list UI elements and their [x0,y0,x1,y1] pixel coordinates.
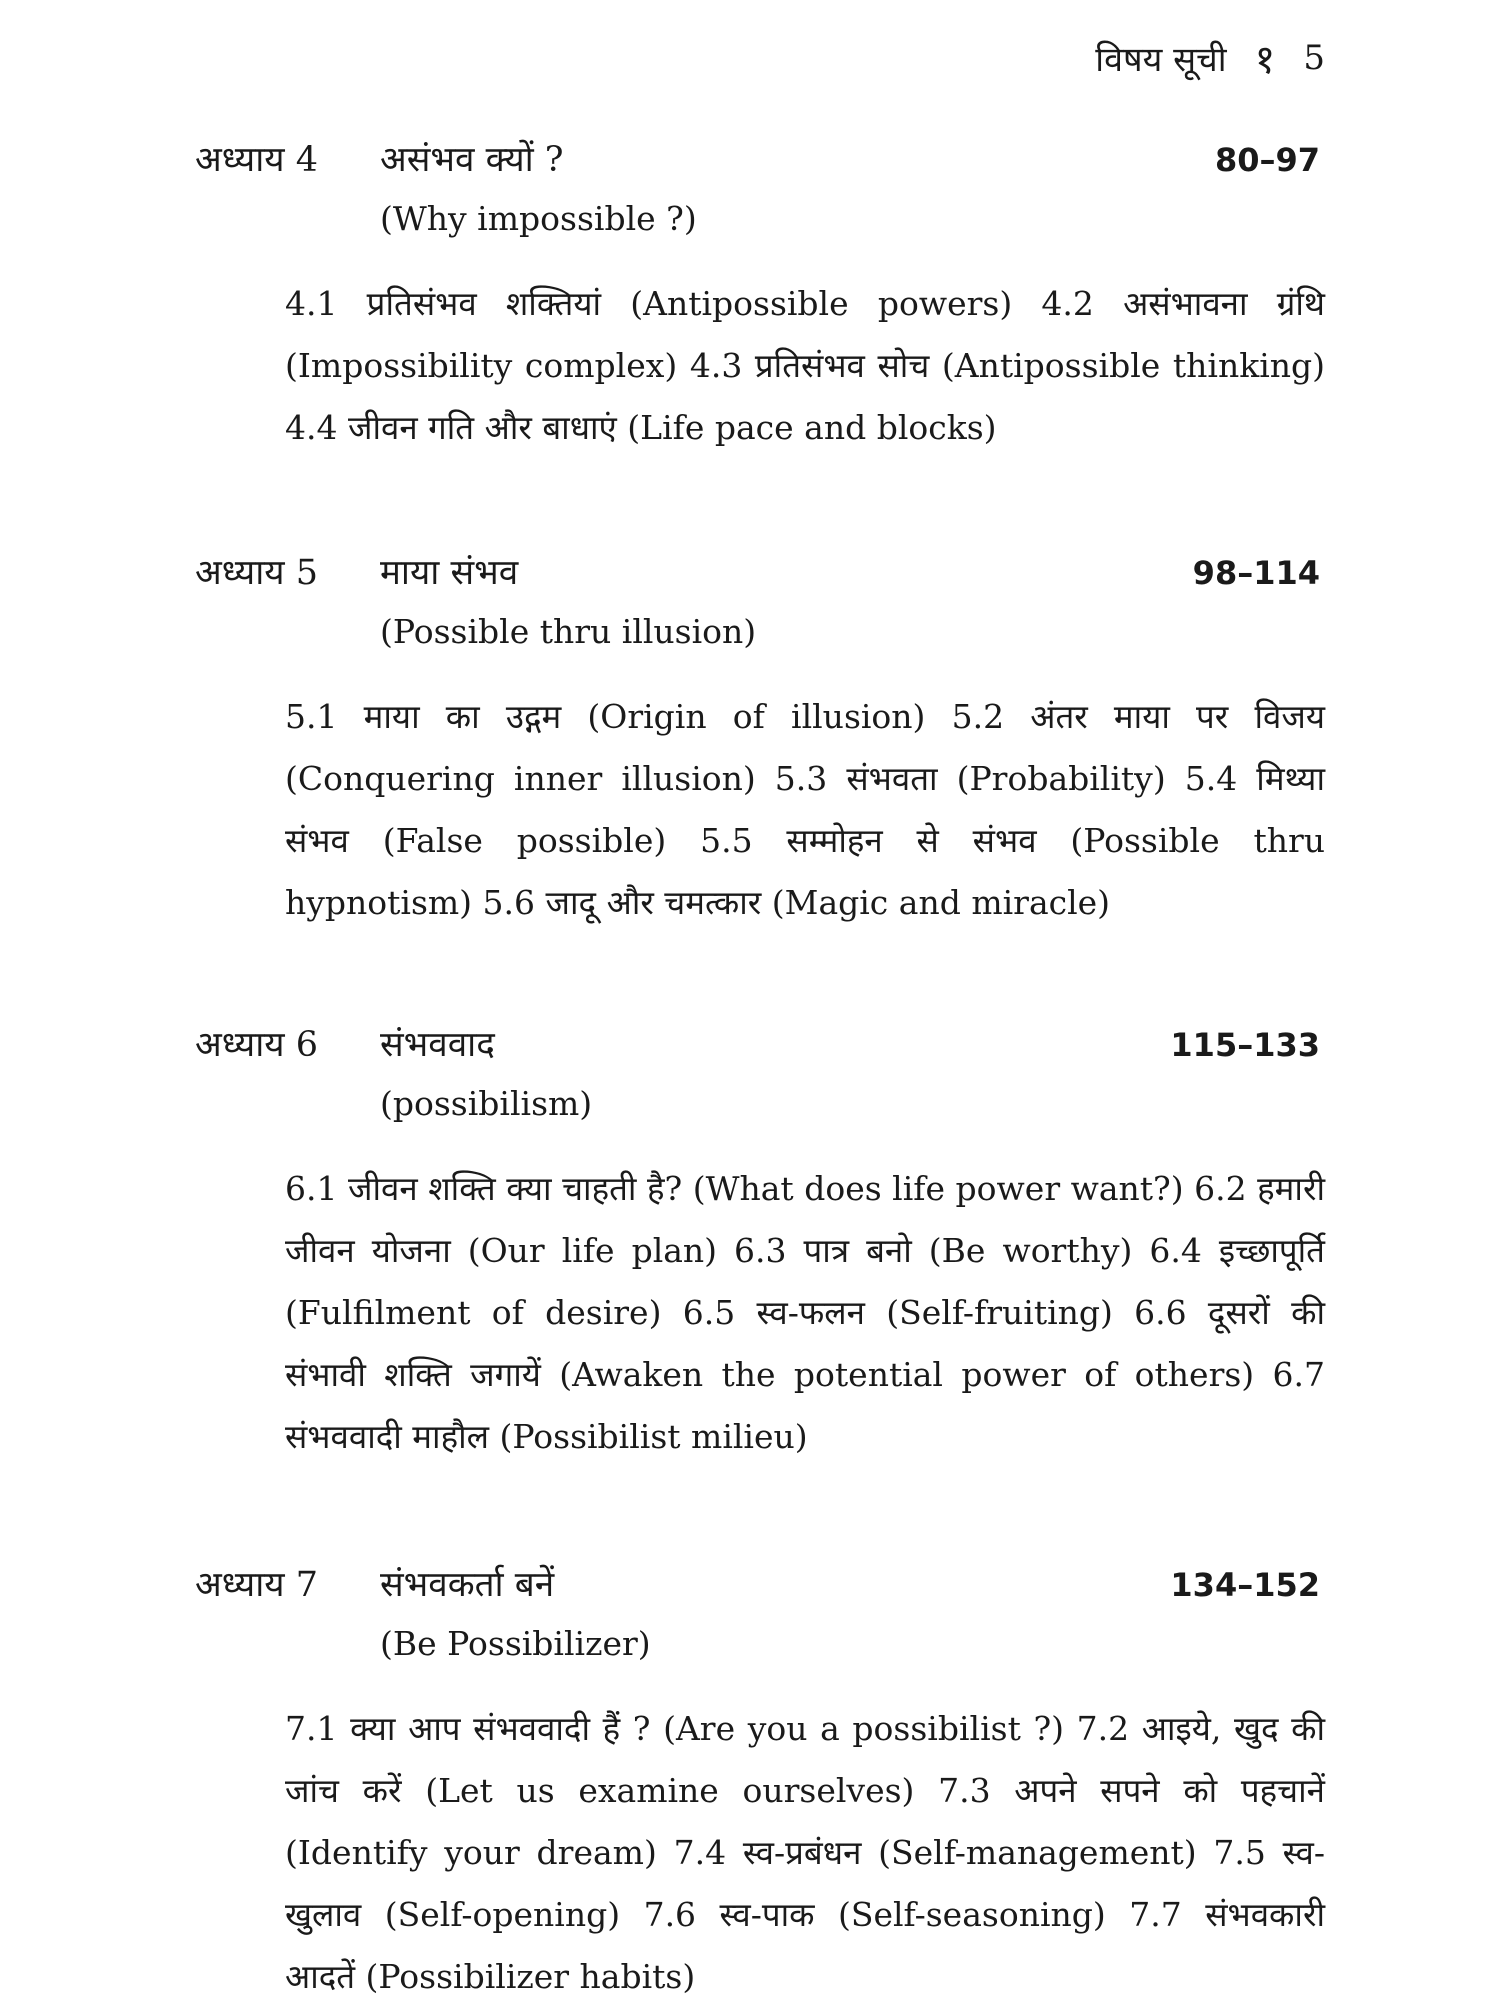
header-title: विषय सूची [1095,39,1227,80]
chapter-label: अध्याय 6 [195,1025,318,1065]
page-number: 5 [1303,37,1325,78]
chapter-title: माया संभव [380,553,519,593]
chapter-sections: 5.1 माया का उद्गम (Origin of illusion) 5.2 अंतर माया पर विजय (Conquering inner illusion) 5.3 संभवता (Probability) 5.4 मिथ्या संभव (False possible) 5.5 सम्मोहन से संभव (Possible thru hypnotism) 5.6 जादू और चमत्कार (Magic and miracle) [285,697,1325,922]
chapter-subtitle: (Why impossible ?) [380,199,697,238]
chapter-label: अध्याय 4 [195,140,318,180]
chapter-title: संभववाद [380,1025,495,1065]
chapter-title: संभवकर्ता बनें [380,1565,555,1605]
chapter-sections: 7.1 क्या आप संभववादी हैं ? (Are you a possibilist ?) 7.2 आइये, खुद की जांच करें (Let us examine ourselves) 7.3 अपने सपने को पहचानें (Identify your dream) 7.4 स्व-प्रबंधन (Self-management) 7.5 स्व-खुलाव (Self-opening) 7.6 स्व-पाक (Self-seasoning) 7.7 संभवकारी आदतें (Possibilizer habits) [285,1709,1325,1996]
page-header [1095,30,1325,85]
chapter-subtitle: (Possible thru illusion) [380,612,757,651]
chapter-label: अध्याय 5 [195,553,318,593]
header-mark: १ [1254,37,1276,83]
chapter-pages: 134–152 [1170,1566,1320,1604]
chapter-pages: 80–97 [1214,141,1320,179]
chapter-sections: 4.1 प्रतिसंभव शक्तियां (Antipossible powers) 4.2 असंभावना ग्रंथि (Impossibility complex) 4.3 प्रतिसंभव सोच (Antipossible thinking) 4.4 जीवन गति और बाधाएं (Life pace and blocks) [285,284,1325,447]
chapter-subtitle: (Be Possibilizer) [380,1624,651,1663]
chapter-pages: 115–133 [1170,1026,1320,1064]
chapter-pages: 98–114 [1192,554,1320,592]
chapter-title: असंभव क्यों ? [380,140,564,180]
chapter-sections: 6.1 जीवन शक्ति क्या चाहती है? (What does life power want?) 6.2 हमारी जीवन योजना (Our life plan) 6.3 पात्र बनो (Be worthy) 6.4 इच्छापूर्ति (Fulfilment of desire) 6.5 स्व-फलन (Self-fruiting) 6.6 दूसरों की संभावी शक्ति जगायें (Awaken the potential power of others) 6.7 संभववादी माहौल (Possibilist milieu) [285,1169,1325,1456]
chapter-subtitle: (possibilism) [380,1084,593,1123]
chapter-label: अध्याय 7 [195,1565,318,1605]
